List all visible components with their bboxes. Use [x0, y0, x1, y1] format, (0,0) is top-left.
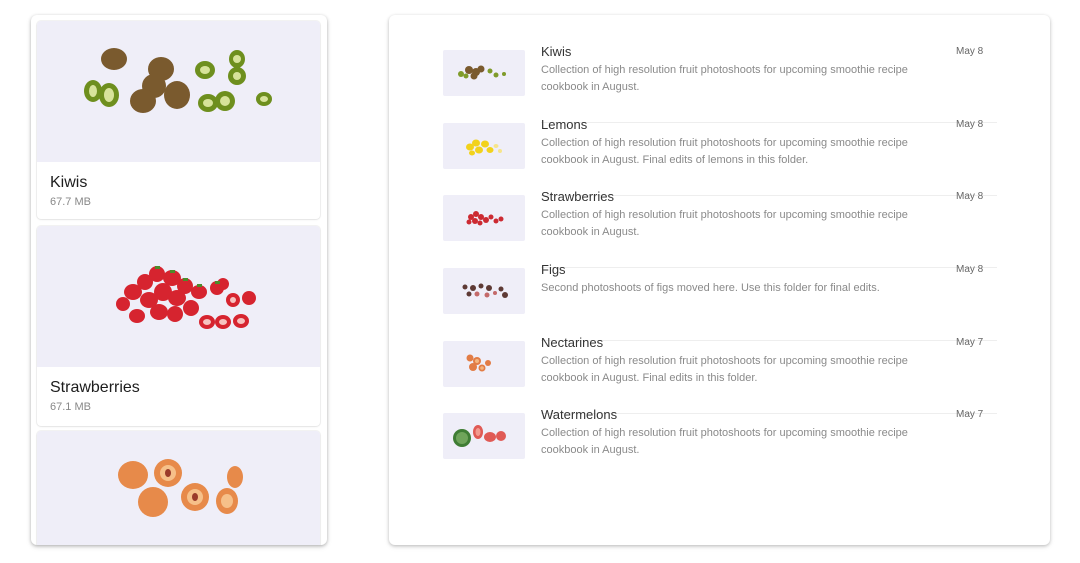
item-name: Kiwis	[541, 44, 572, 59]
strawberries-thumbnail	[443, 195, 525, 241]
item-name: Figs	[541, 262, 566, 277]
item-name: Watermelons	[541, 407, 618, 422]
watermelons-thumbnail	[443, 413, 525, 459]
item-description: Second photoshoots of figs moved here. Use this folder for final edits.	[541, 282, 880, 294]
lemons-thumbnail	[443, 123, 525, 169]
item-date: May 8	[956, 46, 984, 57]
item-description: Collection of high resolution fruit photoshoots for upcoming smoothie recipe cookbook in August. Final edits in this folder.	[541, 355, 908, 384]
list-item-strawberries[interactable]	[389, 189, 1050, 263]
list-item-watermelons[interactable]	[389, 407, 1050, 481]
strawberries-photo	[37, 226, 320, 367]
folder-list	[389, 15, 1050, 545]
item-date: May 8	[956, 264, 984, 275]
gallery-card-strawberries[interactable]	[37, 226, 320, 426]
item-description: Collection of high resolution fruit photoshoots for upcoming smoothie recipe cookbook in August.	[541, 427, 908, 456]
nectarines-thumbnail	[443, 341, 525, 387]
item-description: Collection of high resolution fruit photoshoots for upcoming smoothie recipe cookbook in August.	[541, 64, 908, 93]
gallery-card-kiwis[interactable]	[37, 21, 320, 219]
kiwis-photo	[37, 21, 320, 162]
item-name: Lemons	[541, 117, 588, 132]
item-name: Nectarines	[541, 335, 604, 350]
item-description: Collection of high resolution fruit photoshoots for upcoming smoothie recipe cookbook in August.	[541, 209, 908, 238]
nectarines-photo	[37, 431, 320, 545]
gallery-card-nectarines[interactable]	[37, 431, 320, 545]
list-item-figs[interactable]	[389, 262, 1050, 336]
list-item-nectarines[interactable]	[389, 335, 1050, 409]
kiwis-thumbnail	[443, 50, 525, 96]
card-file-size: 67.1 MB	[50, 401, 91, 413]
item-date: May 7	[956, 337, 984, 348]
item-date: May 8	[956, 191, 984, 202]
item-description: Collection of high resolution fruit photoshoots for upcoming smoothie recipe cookbook in August. Final edits of lemons in this folder.	[541, 137, 908, 166]
list-item-kiwis[interactable]	[389, 44, 1050, 118]
card-file-size: 67.7 MB	[50, 196, 91, 208]
item-date: May 7	[956, 409, 984, 420]
image-gallery	[31, 15, 327, 545]
item-name: Strawberries	[541, 189, 614, 204]
card-title: Kiwis	[50, 174, 88, 191]
list-item-lemons[interactable]	[389, 117, 1050, 191]
card-title: Strawberries	[50, 379, 140, 396]
item-date: May 8	[956, 119, 984, 130]
figs-thumbnail	[443, 268, 525, 314]
